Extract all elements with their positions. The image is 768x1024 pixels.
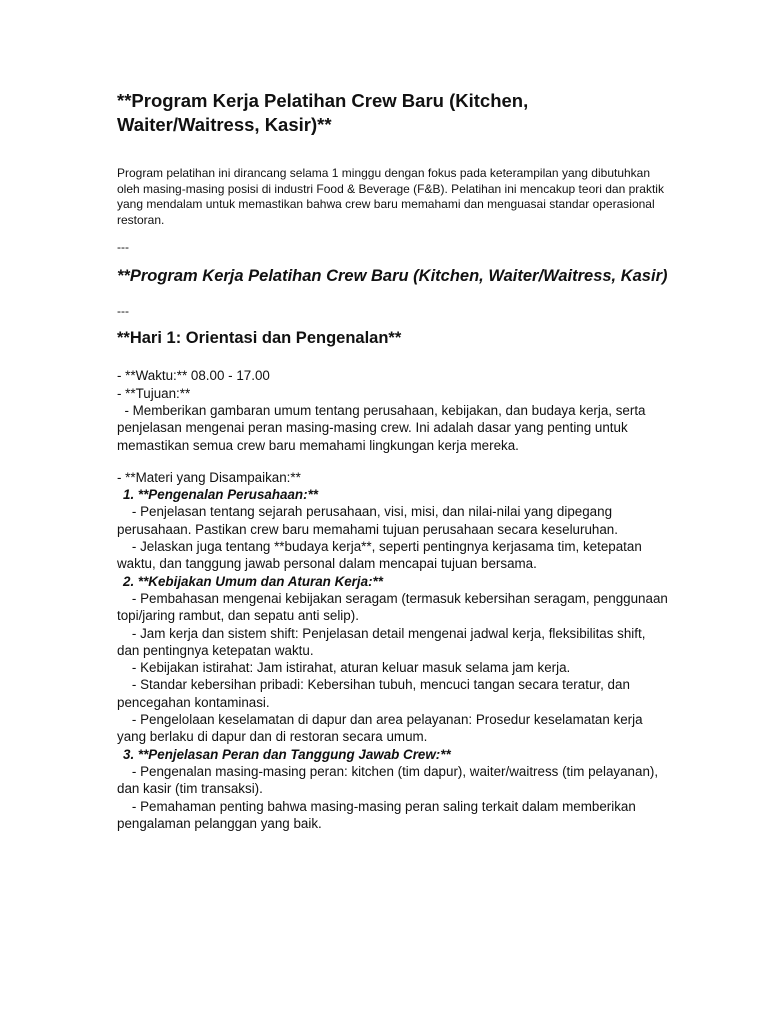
item-3-point-1: - Pengenalan masing-masing peran: kitchen (tim dapur), waiter/waitress (tim pelayanan), dan kasir (tim transaksi).	[117, 763, 662, 797]
item-2-point-3: - Kebijakan istirahat: Jam istirahat, aturan keluar masuk selama jam kerja.	[117, 660, 571, 676]
separator-2: ---	[117, 304, 129, 319]
item-2-title: 2. **Kebijakan Umum dan Aturan Kerja:**	[123, 573, 383, 589]
document-subtitle: **Program Kerja Pelatihan Crew Baru (Kitchen, Waiter/Waitress, Kasir)	[117, 267, 668, 286]
waktu-line: - **Waktu:** 08.00 - 17.00	[117, 368, 270, 384]
materi-label: - **Materi yang Disampaikan:**	[117, 469, 301, 485]
item-3-point-2: - Pemahaman penting bahwa masing-masing peran saling terkait dalam memberikan pengalaman pelanggan yang baik.	[117, 798, 640, 831]
item-1-title: 1. **Pengenalan Perusahaan:**	[123, 487, 318, 503]
separator-1: ---	[117, 240, 129, 255]
materi-item-1	[117, 486, 668, 572]
item-2-point-5: - Pengelolaan keselamatan di dapur dan area pelayanan: Prosedur keselamatan kerja yang berlaku di dapur dan di restoran secara umum.	[117, 712, 647, 745]
item-2-point-1: - Pembahasan mengenai kebijakan seragam (termasuk kebersihan seragam, penggunaan topi/jaring rambut, dan sepatu anti selip).	[117, 590, 672, 624]
day1-heading: **Hari 1: Orientasi dan Pengenalan**	[117, 329, 402, 348]
item-3-title: 3. **Penjelasan Peran dan Tanggung Jawab Crew:**	[123, 746, 451, 762]
materi-item-3	[117, 746, 668, 832]
day1-body	[117, 367, 672, 832]
item-1-point-2: - Jelaskan juga tentang **budaya kerja**, seperti pentingnya kerjasama tim, ketepatan waktu, dan tanggung jawab personal dalam mencapai tujuan bersama.	[117, 539, 646, 572]
intro-paragraph: Program pelatihan ini dirancang selama 1 minggu dengan fokus pada keterampilan yang dibutuhkan oleh masing-masing posisi di industri Food & Beverage (F&B). Pelatihan ini mencakup teori dan praktik yang mendalam untuk memastikan bahwa crew baru memahami dan menguasai standar operasional restoran.	[117, 166, 664, 227]
tujuan-label: - **Tujuan:**	[117, 385, 191, 401]
tujuan-text: - Memberikan gambaran umum tentang perusahaan, kebijakan, dan budaya kerja, serta penjelasan mengenai peran masing-masing crew. Ini adalah dasar yang penting untuk memastikan semua crew baru memahami lingkungan kerja mereka.	[117, 402, 650, 453]
document-title: **Program Kerja Pelatihan Crew Baru (Kitchen, Waiter/Waitress, Kasir)**	[117, 90, 529, 135]
item-2-point-4: - Standar kebersihan pribadi: Kebersihan tubuh, mencuci tangan secara teratur, dan pencegahan kontaminasi.	[117, 677, 634, 710]
item-1-point-1: - Penjelasan tentang sejarah perusahaan, visi, misi, dan nilai-nilai yang dipegang perusahaan. Pastikan crew baru memahami tujuan perusahaan secara keseluruhan.	[117, 504, 618, 537]
materi-item-2	[117, 573, 672, 746]
item-2-point-2: - Jam kerja dan sistem shift: Penjelasan detail mengenai jadwal kerja, fleksibilitas shift, dan pentingnya ketepatan waktu.	[117, 625, 650, 658]
